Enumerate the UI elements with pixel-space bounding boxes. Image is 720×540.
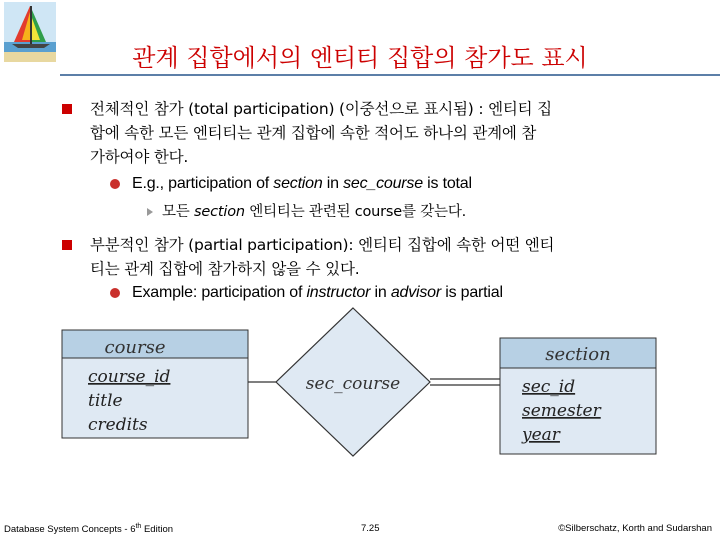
section-attr-sec-id: sec_id (522, 377, 576, 397)
partial-example-suffix: is partial (441, 284, 503, 301)
section-course-note-section: section (194, 204, 245, 220)
page-title: 관계 집합에서의 엔티티 집합의 참가도 표시 (132, 44, 588, 72)
total-participation-line3: 가하여야 한다. (90, 148, 189, 166)
partial-participation-line2: 티는 관계 집합에 참가하지 않을 수 있다. (90, 260, 360, 278)
section-entity-name: section (545, 344, 611, 365)
footer-page-number: 7.25 (361, 523, 380, 534)
total-example-in: in (322, 175, 344, 192)
section-entity (500, 338, 656, 454)
circle-bullet-icon (110, 179, 120, 189)
section-course-note-prefix: 모든 (162, 204, 195, 220)
total-participation-line2: 합에 속한 모든 엔티티는 관계 집합에 속한 적어도 하나의 관계에 참 (90, 124, 537, 142)
footer-book-sup: th (135, 523, 142, 530)
sec-course-relationship (276, 308, 430, 456)
footer-copyright: ©Silberschatz, Korth and Sudarshan (558, 523, 712, 534)
partial-example-advisor: advisor (390, 284, 441, 301)
course-entity-name: course (104, 337, 166, 358)
section-attr-semester: semester (522, 401, 601, 421)
total-example-section: section (273, 175, 323, 192)
total-example-sec-course: sec_course (343, 175, 423, 192)
footer-book-prefix: Database System Concepts - 6 (4, 524, 136, 536)
square-bullet-icon (62, 104, 72, 114)
partial-participation-line1: 부분적인 참가 (partial participation): 엔티티 집합에 속한 어떤 엔티 (90, 236, 555, 254)
course-attr-credits: credits (88, 415, 148, 435)
course-attr-title: title (88, 391, 123, 411)
course-entity (62, 330, 248, 438)
title-divider (60, 74, 720, 76)
partial-example-prefix: Example: participation of (132, 284, 307, 301)
total-participation-line1: 전체적인 참가 (total participation) (이중선으로 표시됨) : 엔티티 집 (90, 100, 552, 118)
section-attr-year: year (522, 425, 560, 445)
footer-book-title (4, 523, 173, 535)
course-attr-course-id: course_id (88, 367, 171, 387)
partial-example-in: in (370, 284, 391, 301)
triangle-bullet-icon (147, 208, 153, 216)
circle-bullet-icon (110, 288, 120, 298)
total-example (132, 173, 472, 195)
total-example-suffix: is total (422, 175, 472, 192)
total-example-prefix: E.g., participation of (132, 175, 274, 192)
relationship-name: sec_course (305, 374, 401, 394)
section-course-note (162, 201, 466, 223)
er-diagram (0, 300, 720, 470)
section-course-note-suffix: 엔티티는 관련된 course를 갖는다. (244, 204, 467, 220)
footer-book-suffix: Edition (141, 524, 174, 536)
partial-example-instructor: instructor (306, 284, 371, 301)
square-bullet-icon (62, 240, 72, 250)
